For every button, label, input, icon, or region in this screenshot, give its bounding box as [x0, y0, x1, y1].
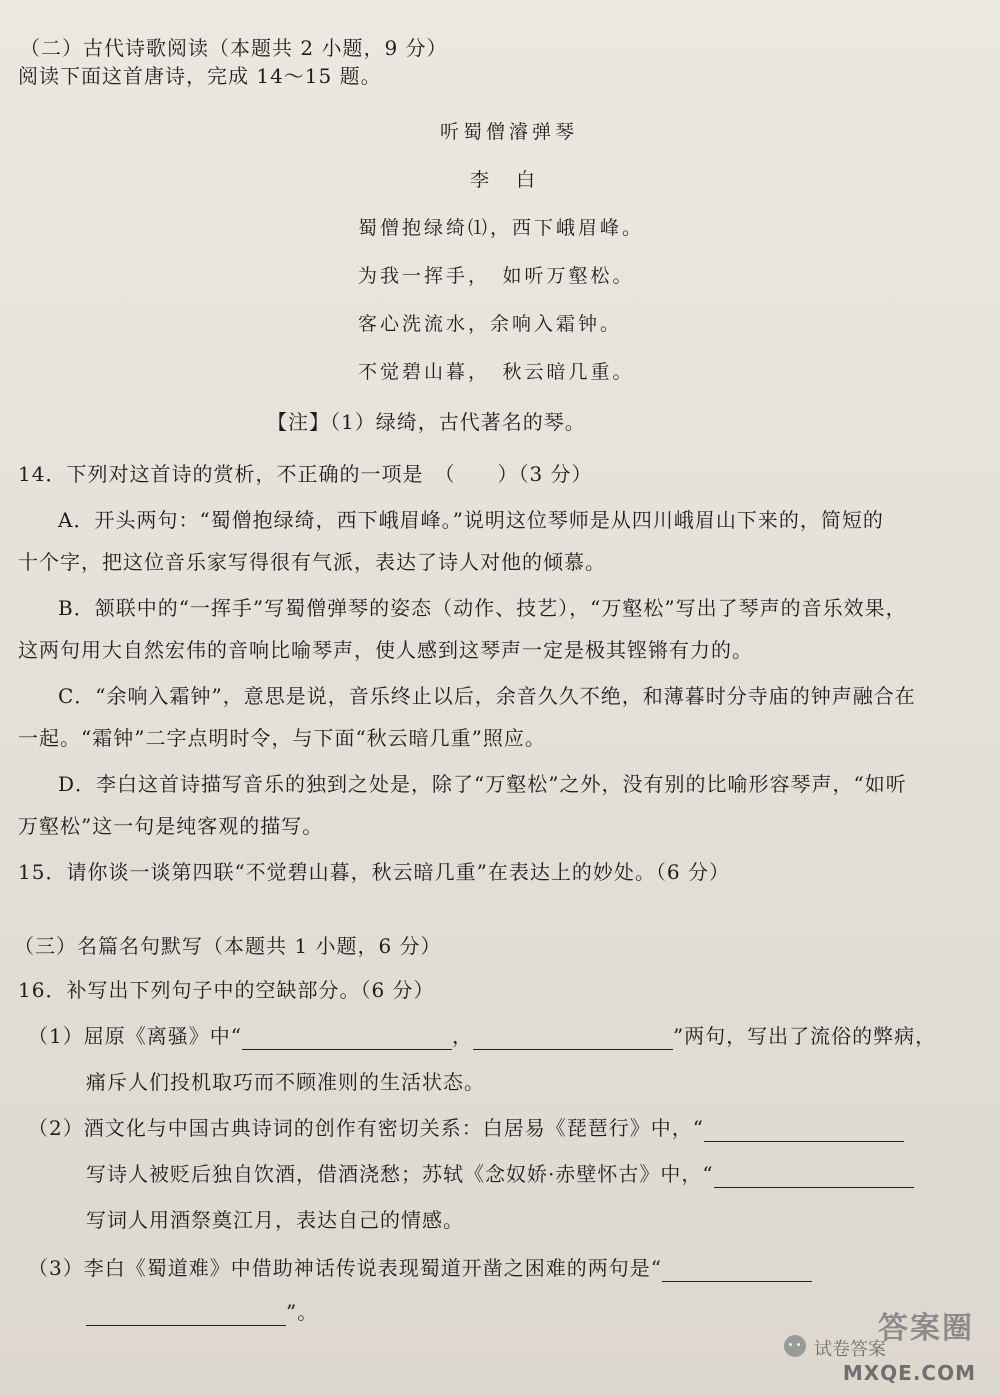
q14-option-b-line1: B．颔联中的“一挥手”写蜀僧弹琴的姿态（动作、技艺），“万壑松”写出了琴声的音乐效果， [58, 596, 907, 620]
q16-part1-blank-2[interactable] [473, 1025, 673, 1050]
q16-part1-line1: （1）屈原《离骚》中“ ， ”两句，写出了流俗的弊病， [28, 1024, 937, 1048]
q16-part1-line2: 痛斥人们投机取巧而不顾准则的生活状态。 [86, 1070, 485, 1094]
poem-line-4: 不觉碧山暮， 秋云暗几重。 [358, 361, 635, 383]
q14-option-a-line2: 十个字，把这位音乐家写得很有气派，表达了诗人对他的倾慕。 [18, 550, 606, 574]
q16-part2-line3: 写词人用酒祭奠江月，表达自己的情感。 [86, 1208, 464, 1232]
poem-note: 【注】（1）绿绮，古代著名的琴。 [267, 410, 586, 434]
section3-heading: （三）名篇名句默写（本题共 1 小题，6 分） [14, 934, 442, 958]
q14-option-c-line2: 一起。“霜钟”二字点明时令，与下面“秋云暗几重”照应。 [18, 726, 546, 750]
q16-part1-blank-1[interactable] [242, 1025, 452, 1050]
q16-part3-blank-2[interactable] [86, 1301, 286, 1326]
q14-stem: 14．下列对这首诗的赏析，不正确的一项是 （ ）（3 分） [18, 462, 593, 486]
watermark-domain: MXQE.COM [842, 1361, 976, 1385]
poem-line-2: 为我一挥手， 如听万壑松。 [358, 265, 635, 287]
watermark-logo: 答案圈 [878, 1311, 974, 1346]
q16-stem: 16．补写出下列句子中的空缺部分。（6 分） [18, 978, 435, 1002]
q16-part3-line1: （3）李白《蜀道难》中借助神话传说表现蜀道开凿之困难的两句是“ [28, 1254, 812, 1282]
section2-heading: （二）古代诗歌阅读（本题共 2 小题，9 分） [20, 36, 448, 60]
q14-option-c-line1: C．“余响入霜钟”，意思是说，音乐终止以后，余音久久不绝，和薄暮时分寺庙的钟声融合在 [58, 684, 916, 708]
q16-part2-blank-1[interactable] [704, 1117, 904, 1142]
q16-part3-line2: ”。 [86, 1298, 318, 1326]
q15-stem: 15．请你谈一谈第四联“不觉碧山暮，秋云暗几重”在表达上的妙处。（6 分） [18, 860, 730, 884]
poem-author: 李 白 [470, 169, 540, 191]
q14-option-d-line1: D．李白这首诗描写音乐的独到之处是，除了“万壑松”之外，没有别的比喻形容琴声，“如听 [58, 772, 907, 796]
poem-title: 听蜀僧濬弹琴 [440, 121, 579, 143]
q16-part3-blank-1[interactable] [662, 1257, 812, 1282]
q14-option-d-line2: 万壑松”这一句是纯客观的描写。 [18, 814, 324, 838]
section2-instruction: 阅读下面这首唐诗，完成 14～15 题。 [18, 64, 382, 88]
poem-line-1: 蜀僧抱绿绮⑴，西下峨眉峰。 [358, 217, 645, 239]
q16-part2-line1: （2）酒文化与中国古典诗词的创作有密切关系：白居易《琵琶行》中，“ [28, 1114, 904, 1142]
q14-option-b-line2: 这两句用大自然宏伟的音响比喻琴声，使人感到这琴声一定是极其铿锵有力的。 [18, 638, 753, 662]
watermark-wechat-text: 试卷答案 [814, 1339, 886, 1360]
q16-part2-line2: 写诗人被贬后独自饮酒，借酒浇愁；苏轼《念奴娇·赤壁怀古》中，“ [86, 1160, 914, 1188]
q14-option-a-line1: A．开头两句：“蜀僧抱绿绮，西下峨眉峰。”说明这位琴师是从四川峨眉山下来的，简短的 [58, 508, 884, 532]
q16-part2-blank-2[interactable] [714, 1163, 914, 1188]
wechat-icon [784, 1335, 806, 1357]
watermark [778, 1305, 978, 1385]
poem-line-3: 客心洗流水，余响入霜钟。 [358, 313, 623, 335]
